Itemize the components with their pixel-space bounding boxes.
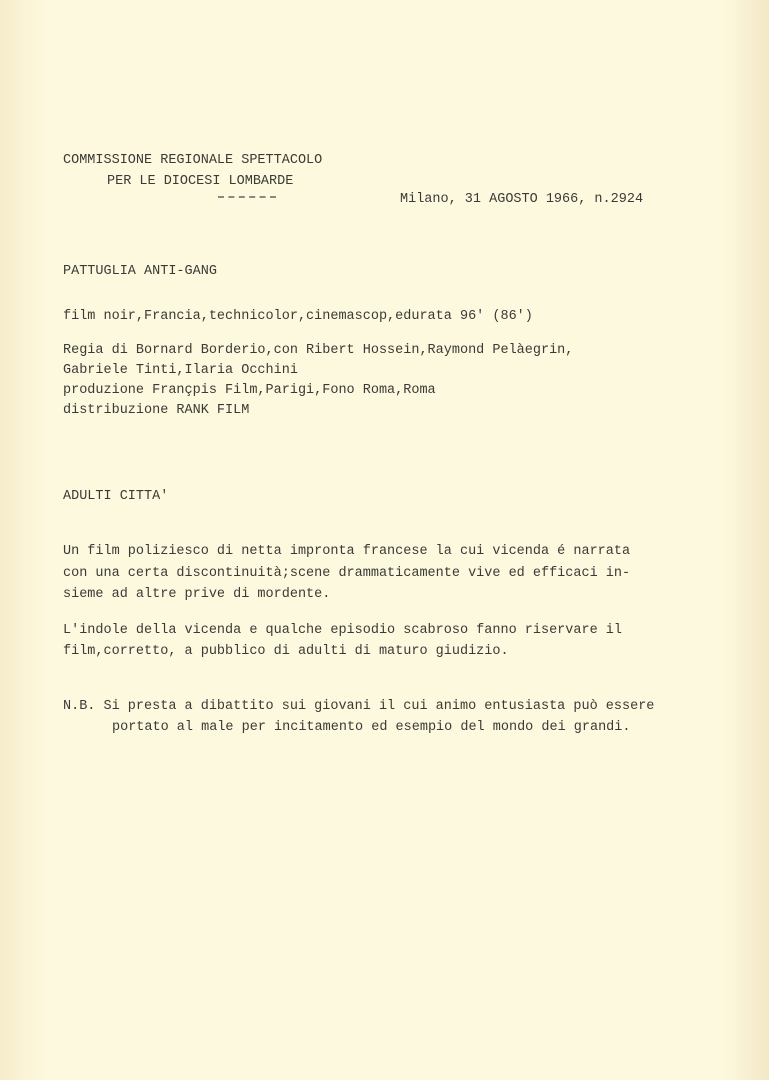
film-title: PATTUGLIA ANTI-GANG [63, 264, 217, 279]
note-line: N.B. Si presta a dibattito sui giovani il cui animo entusiasta può essere [63, 699, 655, 714]
note-line: portato al male per incitamento ed esempio del mondo dei grandi. [112, 720, 631, 735]
paragraph-line: L'indole della vicenda e qualche episodio scabroso fanno riservare il [63, 623, 622, 638]
paragraph-line: con una certa discontinuità;scene drammaticamente vive ed efficaci in- [63, 566, 631, 581]
paragraph-line: sieme ad altre prive di mordente. [63, 587, 331, 602]
org-name-line2: PER LE DIOCESI LOMBARDE [107, 174, 294, 189]
film-details: film noir,Francia,technicolor,cinemascop,edurata 96' (86') [63, 309, 533, 324]
divider [218, 196, 276, 198]
credits-line: Regia di Bornard Borderio,con Ribert Hossein,Raymond Pelàegrin, [63, 343, 574, 358]
credits-line: produzione Françpis Film,Parigi,Fono Roma,Roma [63, 383, 436, 398]
credits-line: Gabriele Tinti,Ilaria Occhini [63, 363, 298, 378]
paragraph-line: film,corretto, a pubblico di adulti di maturo giudizio. [63, 644, 509, 659]
credits-line: distribuzione RANK FILM [63, 403, 250, 418]
date-reference: Milano, 31 AGOSTO 1966, n.2924 [400, 192, 644, 207]
org-name-line1: COMMISSIONE REGIONALE SPETTACOLO [63, 153, 323, 168]
rating: ADULTI CITTA' [63, 489, 169, 504]
paragraph-line: Un film poliziesco di netta impronta francese la cui vicenda é narrata [63, 544, 631, 559]
